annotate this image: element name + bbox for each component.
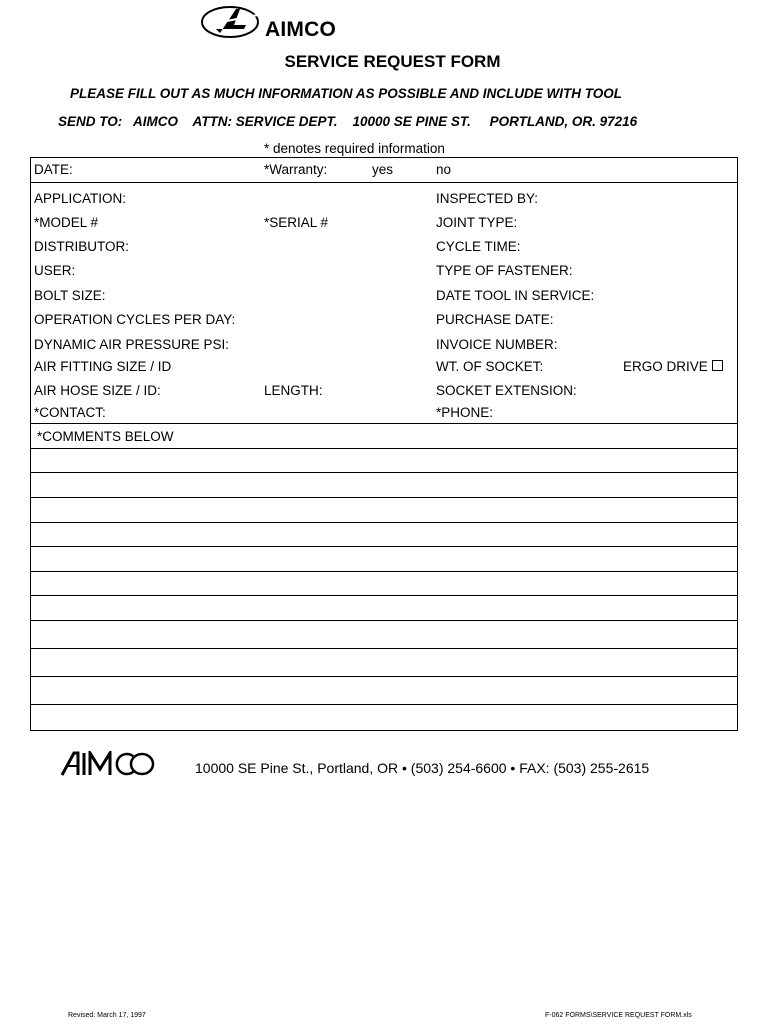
air-hose-field[interactable]: AIR HOSE SIZE / ID: bbox=[34, 383, 161, 398]
purchase-date-field[interactable]: PURCHASE DATE: bbox=[436, 312, 554, 327]
operation-cycles-field[interactable]: OPERATION CYCLES PER DAY: bbox=[34, 312, 236, 327]
model-field[interactable]: *MODEL # bbox=[34, 215, 99, 230]
aimco-emblem-icon bbox=[200, 3, 262, 41]
row-divider bbox=[31, 648, 737, 649]
length-field[interactable]: LENGTH: bbox=[264, 383, 323, 398]
distributor-field[interactable]: DISTRIBUTOR: bbox=[34, 239, 130, 254]
row-divider bbox=[31, 497, 737, 498]
aimco-footer-logo bbox=[60, 751, 156, 777]
row-divider bbox=[31, 546, 737, 547]
brand-name: AIMCO bbox=[265, 18, 336, 41]
ergo-drive-checkbox[interactable] bbox=[712, 360, 723, 371]
fastener-type-field[interactable]: TYPE OF FASTENER: bbox=[436, 263, 573, 278]
comments-label: *COMMENTS BELOW bbox=[37, 429, 174, 444]
row-divider bbox=[31, 676, 737, 677]
row-divider bbox=[31, 472, 737, 473]
ergo-drive-option[interactable] bbox=[623, 359, 723, 374]
row-divider bbox=[31, 620, 737, 621]
application-field[interactable]: APPLICATION: bbox=[34, 191, 127, 206]
invoice-number-field[interactable]: INVOICE NUMBER: bbox=[436, 337, 558, 352]
warranty-label: *Warranty: bbox=[264, 162, 328, 177]
row-divider bbox=[31, 522, 737, 523]
warranty-no-option[interactable]: no bbox=[436, 162, 452, 177]
date-field[interactable]: DATE: bbox=[34, 162, 73, 177]
ergo-drive-label: ERGO DRIVE bbox=[623, 359, 708, 374]
row-divider bbox=[31, 423, 737, 424]
service-request-form bbox=[30, 157, 738, 731]
file-reference: F-062 FORMS\SERVICE REQUEST FORM.xls bbox=[545, 1012, 692, 1019]
row-divider bbox=[31, 571, 737, 572]
cycle-time-field[interactable]: CYCLE TIME: bbox=[436, 239, 521, 254]
row-divider bbox=[31, 595, 737, 596]
air-fitting-field[interactable]: AIR FITTING SIZE / ID bbox=[34, 359, 172, 374]
contact-field[interactable]: *CONTACT: bbox=[34, 405, 106, 420]
inspected-by-field[interactable]: INSPECTED BY: bbox=[436, 191, 539, 206]
form-title: SERVICE REQUEST FORM bbox=[284, 52, 501, 71]
row-divider bbox=[31, 704, 737, 705]
socket-weight-field[interactable]: WT. OF SOCKET: bbox=[436, 359, 544, 374]
joint-type-field[interactable]: JOINT TYPE: bbox=[436, 215, 518, 230]
phone-field[interactable]: *PHONE: bbox=[436, 405, 494, 420]
instructions: PLEASE FILL OUT AS MUCH INFORMATION AS POSSIBLE AND INCLUDE WITH TOOL bbox=[70, 86, 622, 101]
warranty-yes-option[interactable]: yes bbox=[372, 162, 394, 177]
send-to-address: SEND TO: AIMCO ATTN: SERVICE DEPT. 10000 SE PINE ST. PORTLAND, OR. 97216 bbox=[58, 114, 638, 129]
required-note: * denotes required information bbox=[264, 141, 445, 156]
row-divider bbox=[31, 448, 737, 449]
air-pressure-field[interactable]: DYNAMIC AIR PRESSURE PSI: bbox=[34, 337, 230, 352]
row-divider bbox=[31, 182, 737, 183]
serial-field[interactable]: *SERIAL # bbox=[264, 215, 329, 230]
socket-extension-field[interactable]: SOCKET EXTENSION: bbox=[436, 383, 577, 398]
bolt-size-field[interactable]: BOLT SIZE: bbox=[34, 288, 106, 303]
footer-address: 10000 SE Pine St., Portland, OR • (503) 254-6600 • FAX: (503) 255-2615 bbox=[195, 760, 650, 776]
date-tool-in-service-field[interactable]: DATE TOOL IN SERVICE: bbox=[436, 288, 595, 303]
user-field[interactable]: USER: bbox=[34, 263, 76, 278]
revised-date: Revised: March 17, 1997 bbox=[68, 1012, 146, 1019]
